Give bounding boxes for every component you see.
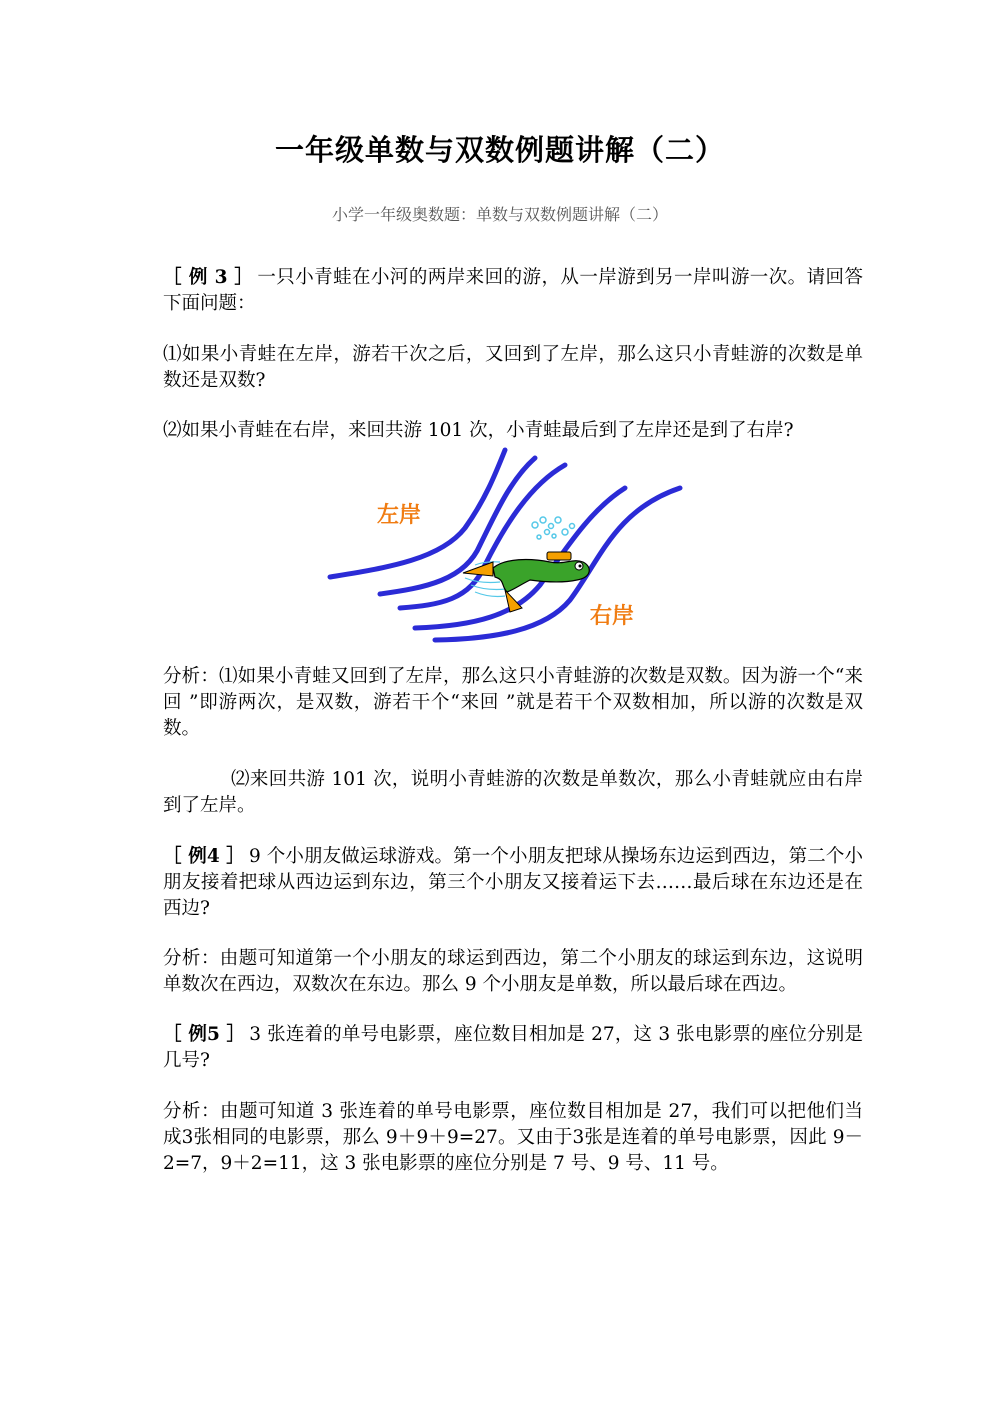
example-4-analysis: 分析：由题可知道第一个小朋友的球运到西边，第二个小朋友的球运到东边，这说明单数次在西边，双数次在东边。那么 9 个小朋友是单数，所以最后球在西边。: [163, 948, 863, 995]
example-5-tag: ［ 例5 ］: [163, 1024, 246, 1045]
example-4-tag: ［ 例4 ］: [163, 846, 245, 867]
right-bank-label: 右岸: [590, 604, 635, 629]
example-5-analysis-block: [163, 1099, 863, 1177]
example-3-q1-block: [163, 342, 863, 394]
example-5-text: 3 张连着的单号电影票，座位数目相加是 27，这 3 张电影票的座位分别是几号?: [163, 1024, 863, 1071]
example-3-q2: ⑵如果小青蛙在右岸，来回共游 101 次，小青蛙最后到了左岸还是到了右岸?: [163, 420, 794, 441]
example-4-analysis-block: [163, 946, 863, 998]
analysis-3-block: [163, 664, 863, 742]
page-title: 一年级单数与双数例题讲解（二）: [274, 133, 725, 167]
analysis-3-part-2: ⑵来回共游 101 次，说明小青蛙游的次数是单数次，那么小青蛙就应由右岸到了左岸。: [163, 769, 863, 816]
example-3: [163, 265, 863, 317]
example-5-analysis: 分析：由题可知道 3 张连着的单号电影票，座位数目相加是 27，我们可以把他们当成3张相同的电影票，那么 9＋9＋9=27。又由于3张是连着的单号电影票，因此 9－2=7，9＋2=11，这 3 张电影票的座位分别是 7 号、9 号、11 号。: [163, 1101, 863, 1174]
left-bank-label: 左岸: [377, 503, 422, 528]
river-frog-illustration: [325, 440, 695, 645]
example-3-tag: ［ 例 3 ］: [163, 267, 254, 288]
example-4-question: [163, 844, 863, 922]
page-subtitle: 小学一年级奥数题：单数与双数例题讲解（二）: [331, 205, 668, 224]
bubbles-icon: [532, 517, 575, 539]
analysis-3-part-2-block: [163, 767, 863, 819]
example-3-q1: ⑴如果小青蛙在左岸，游若干次之后，又回到了左岸，那么这只小青蛙游的次数是单数还是双数?: [163, 344, 863, 391]
example-5: [163, 1022, 863, 1074]
example-4-text: 9 个小朋友做运球游戏。第一个小朋友把球从操场东边运到西边，第二个小朋友接着把球从西边运到东边，第三个小朋友又接着运下去……最后球在东边还是在西边?: [163, 846, 863, 919]
example-5-question: [163, 1022, 863, 1074]
example-4: [163, 844, 863, 922]
example-3-question: [163, 265, 863, 317]
river-frog-svg: [325, 440, 695, 645]
example-3-text: 一只小青蛙在小河的两岸来回的游，从一岸游到另一岸叫游一次。请回答下面问题：: [163, 267, 863, 314]
analysis-3-part-1: 分析：⑴如果小青蛙又回到了左岸，那么这只小青蛙游的次数是双数。因为游一个“来回 ”即游两次，是双数，游若干个“来回 ”就是若干个双数相加，所以游的次数是双数。: [163, 666, 863, 739]
